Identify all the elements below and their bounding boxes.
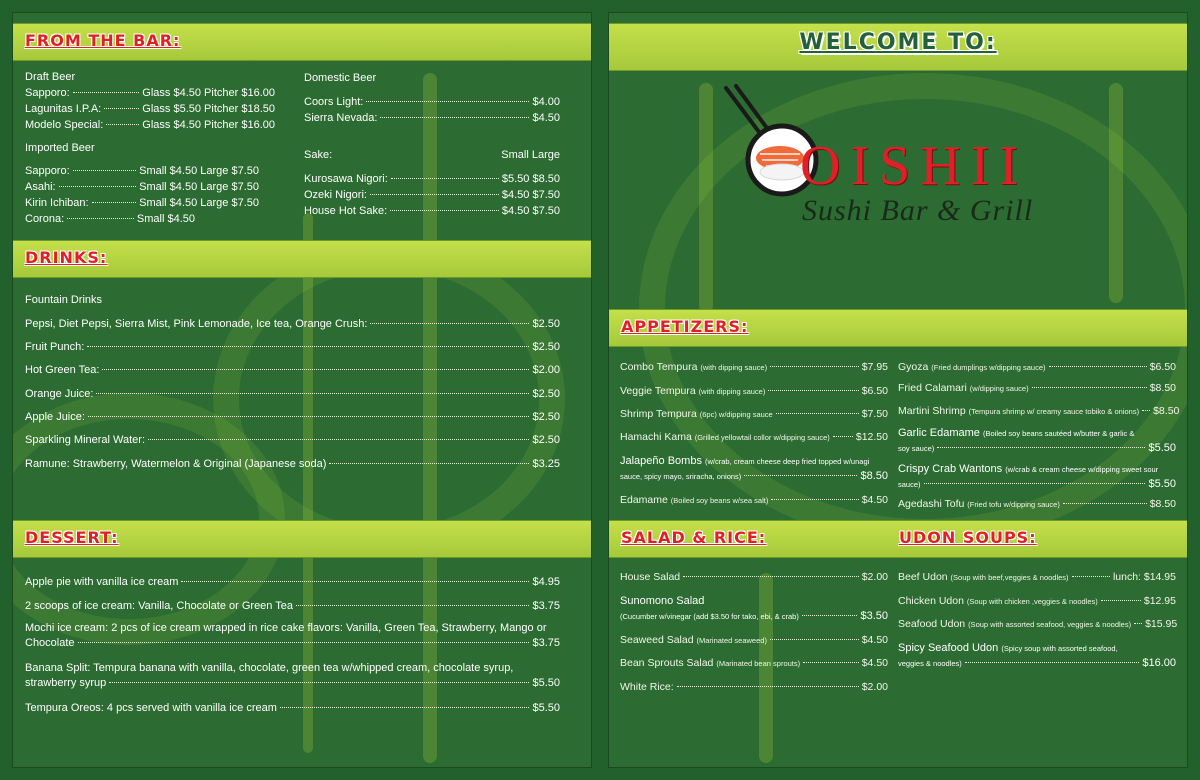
menu-item: Combo Tempura (with dipping sauce) $7.95 [620,361,888,373]
menu-item: Gyoza (Fried dumplings w/dipping sauce) $6.50 [898,361,1176,373]
menu-item: Kirin Ichiban: Small $4.50 Large $7.50 [25,197,259,209]
menu-item: Fruit Punch: $2.50 [25,341,560,353]
appetizers-section-title: APPETIZERS: [621,317,749,336]
welcome-header [609,23,1187,71]
menu-item: Seafood Udon (Soup with assorted seafood, veggies & noodles) $15.95 [898,618,1178,630]
menu-item: Ozeki Nigori: $4.50 $7.50 [304,189,560,201]
menu-item: Kurosawa Nigori: $5.50 $8.50 [304,173,560,185]
menu-item: Chicken Udon (Soup with chicken ,veggies & noodles) $12.95 [898,595,1176,607]
menu-item: Fried Calamari (w/dipping sauce) $8.50 [898,382,1176,394]
draft-beer-heading: Draft Beer [25,71,76,83]
menu-item: Sunomono Salad (Cucumber w/vinegar (add $3.50 for tako, ebi, & crab) $3.50 [620,595,888,622]
menu-item: Sierra Nevada: $4.50 [304,112,560,124]
menu-item: Edamame (Boiled soy beans w/sea salt) $4.50 [620,494,888,506]
menu-item: Shrimp Tempura (6pc) w/dipping sauce $7.50 [620,408,888,420]
menu-item: White Rice: $2.00 [620,681,888,693]
bar-section-title: FROM THE BAR: [25,31,181,50]
menu-item: Sapporo: Glass $4.50 Pitcher $16.00 [25,87,275,99]
menu-item: Ramune: Strawberry, Watermelon & Original (Japanese soda) $3.25 [25,458,560,470]
menu-item: Banana Split: Tempura banana with vanilla, chocolate, green tea w/whipped cream, chocolate syrup, strawberry syrup $5.50 [25,662,560,689]
menu-item: Apple Juice: $2.50 [25,411,560,423]
logo-name: OISHII [800,135,1028,197]
drinks-section-title: DRINKS: [25,248,108,267]
menu-item: Corona: Small $4.50 [25,213,195,225]
salad-udon-section-header [609,520,1187,558]
imported-beer-heading: Imported Beer [25,142,95,154]
menu-item: Pepsi, Diet Pepsi, Sierra Mist, Pink Lemonade, Ice tea, Orange Crush: $2.50 [25,318,560,330]
dessert-section-title: DESSERT: [25,528,119,547]
menu-item: Sapporo: Small $4.50 Large $7.50 [25,165,259,177]
left-menu-panel [12,12,592,768]
menu-item: Coors Light: $4.00 [304,96,560,108]
menu-item: Orange Juice: $2.50 [25,388,560,400]
menu-item: Agedashi Tofu (Fried tofu w/dipping sauce) $8.50 [898,498,1176,510]
dessert-section-header [13,520,591,558]
menu-item: Spicy Seafood Udon (Spicy soup with assorted seafood, veggies & noodles) $16.00 [898,642,1176,669]
menu-item: Modelo Special: Glass $4.50 Pitcher $16.00 [25,119,275,131]
menu-item: 2 scoops of ice cream: Vanilla, Chocolate or Green Tea $3.75 [25,600,560,612]
menu-item: Tempura Oreos: 4 pcs served with vanilla ice cream $5.50 [25,702,560,714]
menu-item: Hot Green Tea: $2.00 [25,364,560,376]
menu-item: House Hot Sake: $4.50 $7.50 [304,205,560,217]
menu-item: Seaweed Salad (Marinated seaweed) $4.50 [620,634,888,646]
menu-item: Mochi ice cream: 2 pcs of ice cream wrapped in rice cake flavors: Vanilla, Green Tea, Strawberry, Mango or Chocolate $3.75 [25,622,560,649]
menu-item: Apple pie with vanilla ice cream $4.95 [25,576,560,588]
domestic-beer-heading: Domestic Beer [304,72,377,84]
bar-section-header [13,23,591,61]
menu-item: Crispy Crab Wantons (w/crab & cream cheese w/dipping sweet sour sauce) $5.50 [898,463,1176,490]
menu-item: Veggie Tempura (with dipping sauce) $6.50 [620,385,888,397]
fountain-drinks-heading: Fountain Drinks [25,294,103,306]
menu-item: Martini Shrimp (Tempura shrimp w/ creamy sauce tobiko & onions) $8.50 [898,405,1180,417]
menu-item: Hamachi Kama (Grilled yellowtail collor w/dipping sauce) $12.50 [620,431,888,443]
salad-section-title: SALAD & RICE: [621,528,767,547]
menu-item: Asahi: Small $4.50 Large $7.50 [25,181,259,193]
menu-item: Bean Sprouts Salad (Marinated bean sprouts) $4.50 [620,657,888,669]
appetizers-section-header [609,309,1187,347]
menu-item: Beef Udon (Soup with beef,veggies & noodles) lunch: $14.95 [898,571,1176,583]
logo-subtitle: Sushi Bar & Grill [802,194,1034,227]
menu-item: Lagunitas I.P.A: Glass $5.50 Pitcher $18.50 [25,103,275,115]
drinks-section-header [13,240,591,278]
sake-heading-row: Sake: Small Large [304,149,560,161]
welcome-title: WELCOME TO: [799,30,997,55]
udon-section-title: UDON SOUPS: [899,528,1037,547]
menu-item: Garlic Edamame (Boiled soy beans sautéed w/butter & garlic & soy sauce) $5.50 [898,427,1176,454]
menu-item: Jalapeño Bombs (w/crab, cream cheese deep fried topped w/unagi sauce, spicy mayo, sriracha, onions) $8.50 [620,455,888,482]
menu-item: Sparkling Mineral Water: $2.50 [25,434,560,446]
menu-item: House Salad $2.00 [620,571,888,583]
